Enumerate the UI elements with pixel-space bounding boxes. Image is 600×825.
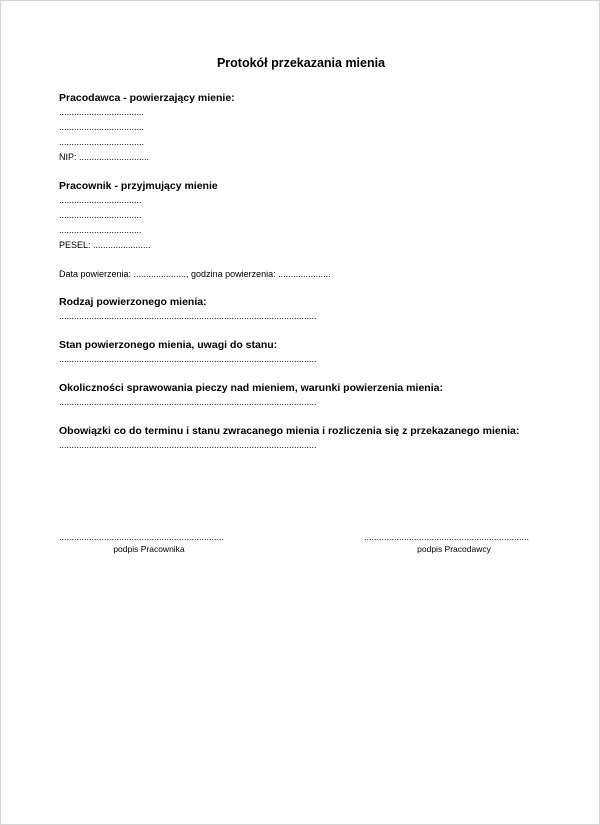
document-body <box>59 91 559 453</box>
handover-date-line: Data powierzenia: ....................., godzina powierzenia: ..................... <box>59 269 331 279</box>
custody-terms-heading: Okoliczności sprawowania pieczy nad mieniem, warunki powierzenia mienia: <box>59 382 443 394</box>
property-type-heading: Rodzaj powierzonego mienia: <box>59 296 207 308</box>
obligations-section <box>59 424 559 453</box>
property-condition-line: ....................................................................................................... <box>59 354 317 364</box>
employee-heading: Pracownik - przyjmujący mienie <box>59 180 218 192</box>
custody-terms-line: ....................................................................................................... <box>59 397 317 407</box>
property-condition-section <box>59 338 559 367</box>
property-type-section <box>59 295 559 324</box>
employee-pesel: PESEL: ....................... <box>59 240 151 250</box>
employer-signature-line: .................................................................. <box>364 532 530 542</box>
employer-line-1: .................................. <box>59 107 145 117</box>
employee-section <box>59 179 559 253</box>
employer-heading: Pracodawca - powierzający mienie: <box>59 92 235 104</box>
obligations-line: ....................................................................................................... <box>59 440 317 450</box>
employer-section <box>59 91 559 165</box>
employer-line-2: .................................. <box>59 122 145 132</box>
employee-signature-label: podpis Pracownika <box>113 544 185 554</box>
property-type-line: ....................................................................................................... <box>59 311 317 321</box>
employee-line-3: ................................. <box>59 225 142 235</box>
custody-terms-section <box>59 381 559 410</box>
employer-nip: NIP: ............................ <box>59 152 150 162</box>
document-title: Protokół przekazania mienia <box>216 56 386 70</box>
employee-signature <box>59 531 239 555</box>
employee-signature-line: .................................................................. <box>59 532 225 542</box>
obligations-heading: Obowiązki co do terminu i stanu zwracanego mienia i rozliczenia się z przekazanego mienia: <box>59 425 520 437</box>
employee-line-1: ................................. <box>59 195 142 205</box>
property-condition-heading: Stan powierzonego mienia, uwagi do stanu: <box>59 339 278 351</box>
employer-signature <box>364 531 544 555</box>
employer-signature-label: podpis Pracodawcy <box>417 544 491 554</box>
employer-line-3: .................................. <box>59 137 145 147</box>
employee-line-2: ................................. <box>59 210 142 220</box>
